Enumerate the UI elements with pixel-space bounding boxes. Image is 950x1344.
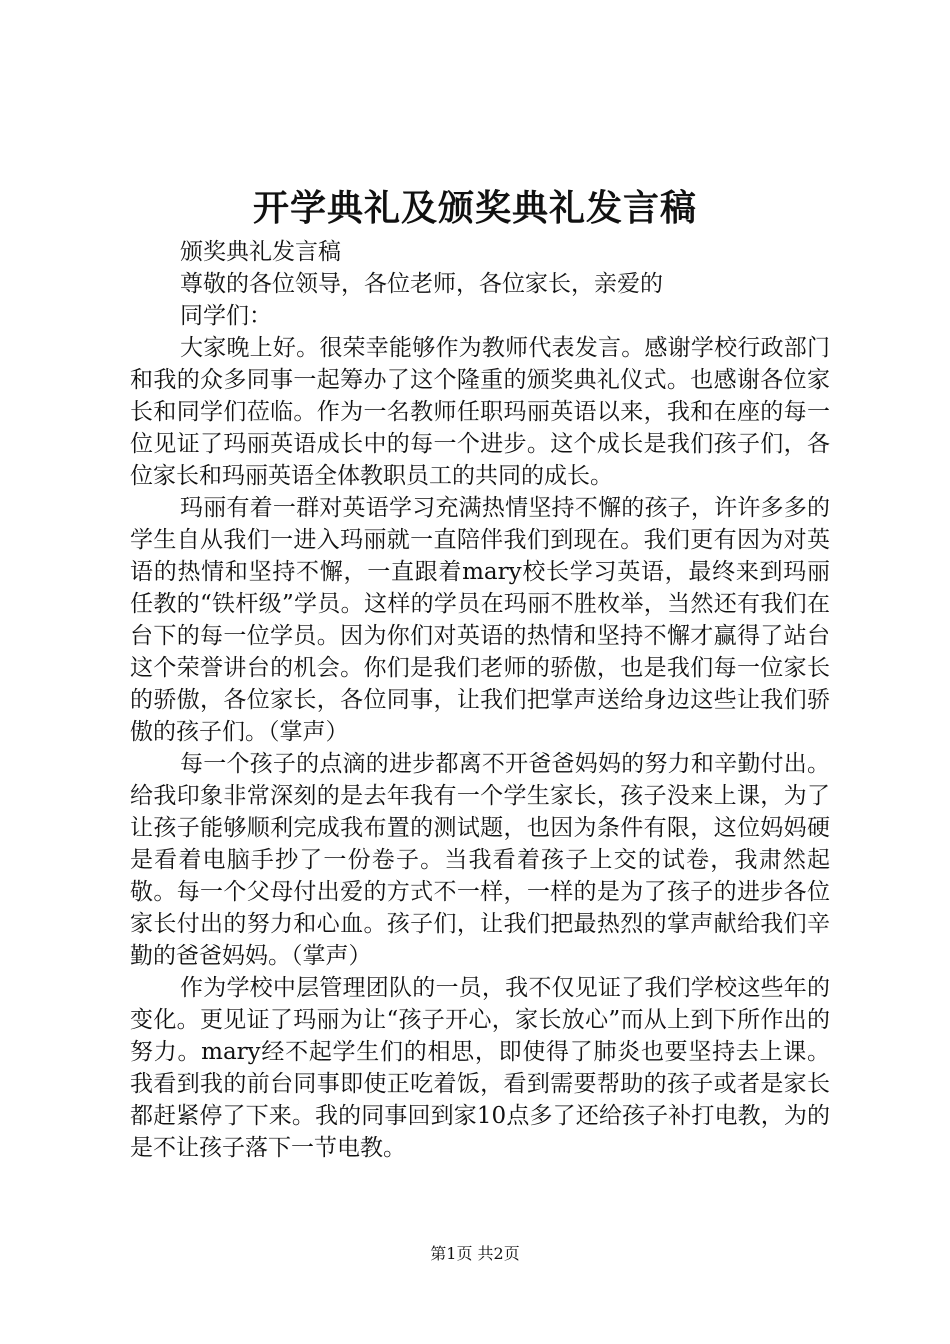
paragraph: 大家晚上好。很荣幸能够作为教师代表发言。感谢学校行政部门和我的众多同事一起筹办了这个隆重的颁奖典礼仪式。也感谢各位家长和同学们莅临。作为一名教师任职玛丽英语以来，我和在座的每一位见证了玛丽英语成长中的每一个进步。这个成长是我们孩子们，各位家长和玛丽英语全体教职员工的共同的成长。 [130,335,830,489]
paragraph: 玛丽有着一群对英语学习充满热情坚持不懈的孩子，许许多多的学生自从我们一进入玛丽就一直陪伴我们到现在。我们更有因为对英语的热情和坚持不懈，一直跟着mary校长学习英语，最终来到玛丽任教的“铁杆级”学员。这样的学员在玛丽不胜枚举，当然还有我们在台下的每一位学员。因为你们对英语的热情和坚持不懈才赢得了站台这个荣誉讲台的机会。你们是我们老师的骄傲，也是我们每一位家长的骄傲，各位家长，各位同事，让我们把掌声送给身边这些让我们骄傲的孩子们。（掌声） [130,495,830,745]
paragraph-subtitle: 颁奖典礼发言稿 [180,239,341,265]
paragraph: 作为学校中层管理团队的一员，我不仅见证了我们学校这些年的变化。更见证了玛丽为让“孩子开心，家长放心”而从上到下所作出的努力。mary经不起学生们的相思，即使得了肺炎也要坚持去上课。我看到我的前台同事即使正吃着饭，看到需要帮助的孩子或者是家长都赶紧停了下来。我的同事回到家10点多了还给孩子补打电教，为的是不让孩子落下一节电教。 [130,975,830,1161]
paragraph-salutation: 尊敬的各位领导，各位老师，各位家长，亲爱的 [180,271,663,297]
paragraph-salutation-continued: 同学们： [180,303,272,329]
document-body [130,236,830,1164]
page-footer: 第1页 共2页 [430,1244,520,1263]
document-title: 开学典礼及颁奖典礼发言稿 [252,187,697,229]
paragraph: 每一个孩子的点滴的进步都离不开爸爸妈妈的努力和辛勤付出。给我印象非常深刻的是去年我有一个学生家长，孩子没来上课，为了让孩子能够顺利完成我布置的测试题，也因为条件有限，这位妈妈硬是看着电脑手抄了一份卷子。当我看着孩子上交的试卷，我肃然起敬。每一个父母付出爱的方式不一样，一样的是为了孩子的进步各位家长付出的努力和心血。孩子们，让我们把最热烈的掌声献给我们辛勤的爸爸妈妈。（掌声） [130,751,830,969]
